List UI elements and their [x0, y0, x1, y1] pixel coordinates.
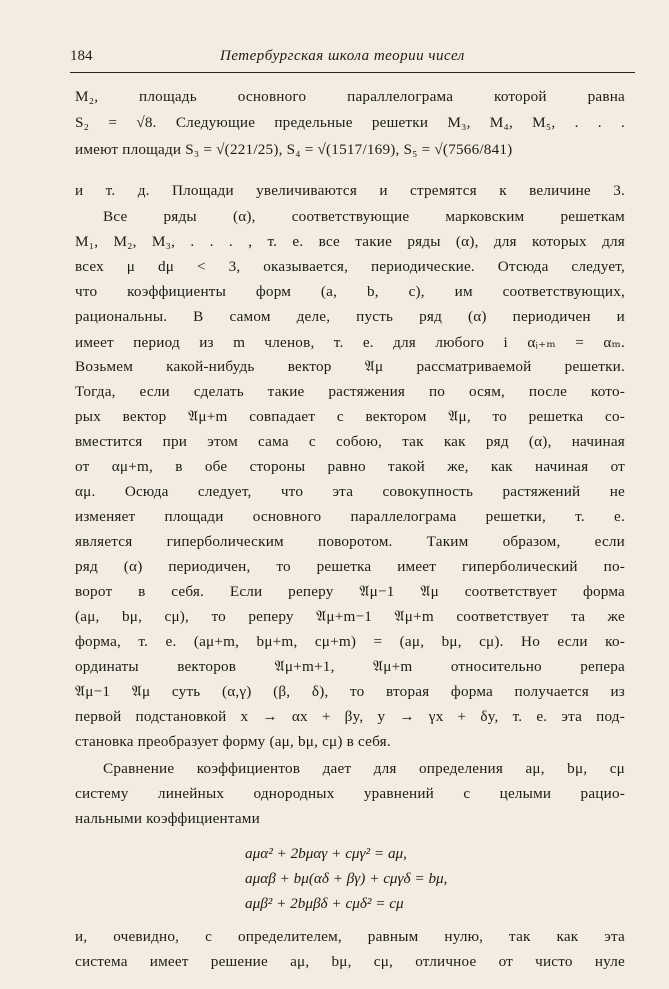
text-line: изменяет площади основного параллелограма решетки, т. е. — [75, 508, 625, 525]
text-line: систему линейных однородных уравнений с целыми рацио- — [75, 785, 625, 802]
text-line: нальными коэффициентами — [75, 810, 260, 827]
text-line: форма, т. е. (aμ+m, bμ+m, cμ+m) = (aμ, bμ, cμ). Но если ко- — [75, 633, 625, 650]
text-line: становка преобразует форму (aμ, bμ, cμ) в себя. — [75, 733, 391, 750]
text-line: рациональны. В самом деле, пусть ряд (α) периодичен и — [75, 308, 625, 325]
text-line: всех μ dμ < 3, оказывается, периодические. Отсюда следует, — [75, 258, 625, 275]
text-line: ряд (α) периодичен, то решетка имеет гиперболический по- — [75, 558, 625, 575]
text-line: ворот в себя. Если реперу 𝔄μ−1 𝔄μ соответствует форма — [75, 583, 625, 600]
text-line: 𝔄μ−1 𝔄μ суть (α,γ) (β, δ), то вторая форма получается из — [75, 683, 625, 700]
text-line: что коэффициенты форм (a, b, c), им соответствующих, — [75, 283, 625, 300]
text-line: M₁, M₂, M₃, . . . , т. е. все такие ряды (α), для которых для — [75, 233, 625, 250]
text-line: M₂, площадь основного параллелограма которой равна — [75, 88, 625, 105]
text-line: от αμ+m, в обе стороны равно такой же, как начиная от — [75, 458, 625, 475]
text-line: и т. д. Площади увеличиваются и стремятся к величине 3. — [75, 182, 625, 199]
equation: aμβ² + 2bμβδ + cμδ² = cμ — [245, 895, 404, 912]
text-line: рых вектор 𝔄μ+m совпадает с вектором 𝔄μ, то решетка со- — [75, 408, 625, 425]
equation: aμαβ + bμ(αδ + βγ) + cμγδ = bμ, — [245, 870, 448, 887]
equation: aμα² + 2bμαγ + cμγ² = aμ, — [245, 845, 407, 862]
text-line: Сравнение коэффициентов дает для определения aμ, bμ, cμ — [103, 760, 625, 777]
text-line: S₂ = √8. Следующие предельные решетки M₃, M₄, M₅, . . . — [75, 114, 625, 131]
text-line: αμ. Осюда следует, что эта совокупность растяжений не — [75, 483, 625, 500]
text-line: и, очевидно, с определителем, равным нулю, так как эта — [75, 928, 625, 945]
page-header — [70, 42, 635, 72]
text-line: является гиперболическим поворотом. Таким образом, если — [75, 533, 625, 550]
text-line: Тогда, если сделать такие растяжения по осям, после кото- — [75, 383, 625, 400]
text-line: (aμ, bμ, cμ), то реперу 𝔄μ+m−1 𝔄μ+m соответствует та же — [75, 608, 625, 625]
text-line: Все ряды (α), соответствующие марковским решеткам — [103, 208, 625, 225]
text-line: система имеет решение aμ, bμ, cμ, отличное от чисто нуле — [75, 953, 625, 970]
text-line: Возьмем какой-нибудь вектор 𝔄μ рассматриваемой решетки. — [75, 358, 625, 375]
page-number: 184 — [70, 48, 93, 64]
text-line: первой подстановкой x → αx + βy, y → γx + δy, т. е. эта под- — [75, 708, 625, 725]
text-line: имеет период из m членов, т. е. для любого i αᵢ₊ₘ = αₘ. — [75, 334, 625, 351]
text-line: имеют площади S₃ = √(221/25), S₄ = √(1517/169), S₅ = √(7566/841) — [75, 141, 513, 158]
header-rule — [70, 72, 635, 73]
text-line: ординаты векторов 𝔄μ+m+1, 𝔄μ+m относительно репера — [75, 658, 625, 675]
running-title: Петербургская школа теории чисел — [220, 48, 465, 64]
text-line: вместится при этом сама с собою, так как ряд (α), начиная — [75, 433, 625, 450]
